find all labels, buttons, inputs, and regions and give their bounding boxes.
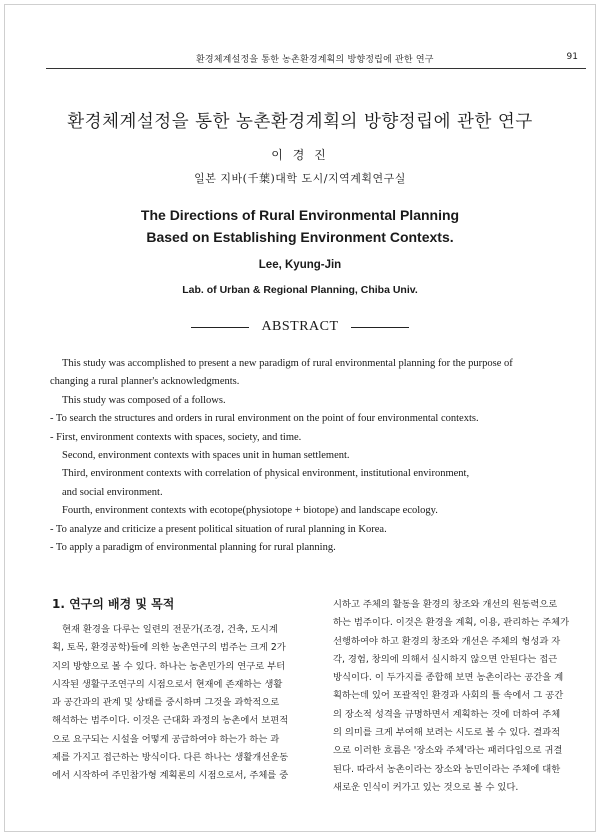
left-column — [52, 595, 304, 786]
body-line: 시작된 생활구조연구의 시점으로서 현재에 존재하는 생활 — [52, 678, 283, 690]
abstract-line: and social environment. — [62, 486, 163, 498]
page-number: 91 — [566, 52, 578, 62]
right-column — [333, 596, 587, 797]
body-line: 획하는데 있어 포괄적인 환경과 사회의 틀 속에서 그 공간 — [333, 690, 564, 702]
body-line: 시하고 주체의 활동을 환경의 창조와 개선의 원동력으로 — [333, 599, 558, 610]
body-line: 제를 가지고 접근하는 방식이다. 다른 하나는 생활개선운동 — [52, 752, 289, 764]
abstract-body — [50, 355, 586, 557]
body-line: 방식이다. 이 두가지를 종합해 보면 농촌이라는 공간을 계 — [333, 672, 564, 684]
body-line: 에서 시작하여 주민참가형 계획론의 시점으로서, 주체를 중 — [52, 770, 289, 782]
title-en-line-1: The Directions of Rural Environmental Planning — [140, 207, 460, 223]
body-line: 해석하는 범주이다. 이것은 근대화 과정의 농촌에서 보편적 — [52, 715, 289, 727]
abstract-line: This study was accomplished to present a new paradigm of rural environmental planning for the purpose of — [62, 358, 513, 369]
body-line: 지의 방향으로 볼 수 있다. 하나는 농촌민가의 연구로 부터 — [52, 660, 286, 672]
title-en-line-2: Based on Establishing Environment Contexts. — [146, 229, 454, 245]
body-line: 의 의미를 크게 부여해 보려는 시도로 볼 수 있다. 결과적 — [333, 727, 561, 739]
abstract-line: - To analyze and criticize a present political situation of rural planning in Korea. — [50, 523, 387, 535]
paper-title-english — [0, 204, 600, 248]
paper-title-korean: 환경체계설정을 통한 농촌환경계획의 방향정립에 관한 연구 — [67, 112, 533, 132]
abstract-line: Third, environment contexts with correlation of physical environment, institutional environment, — [62, 468, 470, 480]
affiliation-english: Lab. of Urban & Regional Planning, Chiba Univ. — [182, 284, 418, 296]
body-line: 현재 환경을 다루는 일련의 전문가(조경, 건축, 도시계 — [62, 624, 278, 635]
body-line: 새로운 인식이 커가고 있는 것으로 볼 수 있다. — [333, 781, 519, 793]
abstract-line: - To search the structures and orders in rural environment on the point of four environmental contexts. — [50, 413, 479, 425]
running-header — [46, 50, 586, 69]
abstract-line: This study was composed of a follows. — [62, 394, 226, 406]
right-column-text — [333, 596, 587, 797]
author-korean: 이 경 진 — [271, 148, 329, 162]
abstract-line: Second, environment contexts with spaces unit in human settlement. — [62, 450, 350, 462]
abstract-line: Fourth, environment contexts with ecotope(physiotope + biotope) and landscape ecology. — [62, 505, 438, 517]
abstract-rule-left — [191, 327, 249, 328]
affiliation-korean: 일본 지바(千葉)대학 도시/지역계획연구실 — [194, 172, 406, 185]
abstract-rule-right — [351, 327, 409, 328]
body-line: 된다. 따라서 농촌이라는 장소와 농민이라는 주체에 대한 — [333, 763, 561, 775]
body-line: 과 공간과의 관계 및 상태를 중시하며 그것을 과학적으로 — [52, 697, 280, 709]
section-heading: 1. 연구의 배경 및 목적 — [52, 597, 175, 611]
abstract-line: - First, environment contexts with spaces, society, and time. — [50, 431, 302, 443]
abstract-line: - To apply a paradigm of environmental planning for rural planning. — [50, 542, 336, 554]
body-line: 의 장소적 성격을 규명하면서 계획하는 것에 더하여 주체 — [333, 708, 561, 720]
running-title: 환경체계설정을 통한 농촌환경계획의 방향정립에 관한 연구 — [196, 55, 434, 65]
abstract-line: changing a rural planner's acknowledgments. — [50, 376, 240, 388]
abstract-label: ABSTRACT — [261, 319, 339, 334]
author-english: Lee, Kyung-Jin — [258, 259, 342, 271]
body-line: 각, 경험, 창의에 의해서 실시하지 않으면 안된다는 접근 — [333, 653, 558, 665]
body-line: 선행하여야 하고 환경의 창조와 개선은 주체의 형성과 자 — [333, 635, 561, 647]
body-line: 하는 범주이다. 이것은 환경을 계획, 이용, 관리하는 주체가 — [333, 617, 570, 629]
body-line: 으로 이러한 흐름은 '장소와 주체'라는 패러다임으로 귀결 — [333, 745, 563, 757]
body-line: 획, 토목, 환경공학)들에 의한 농촌연구의 범주는 크게 2가 — [52, 642, 286, 654]
abstract-heading — [0, 319, 600, 335]
body-line: 으로 요구되는 시설을 어떻게 공급하여야 하는가 하는 과 — [52, 733, 280, 745]
left-column-text — [52, 621, 304, 786]
